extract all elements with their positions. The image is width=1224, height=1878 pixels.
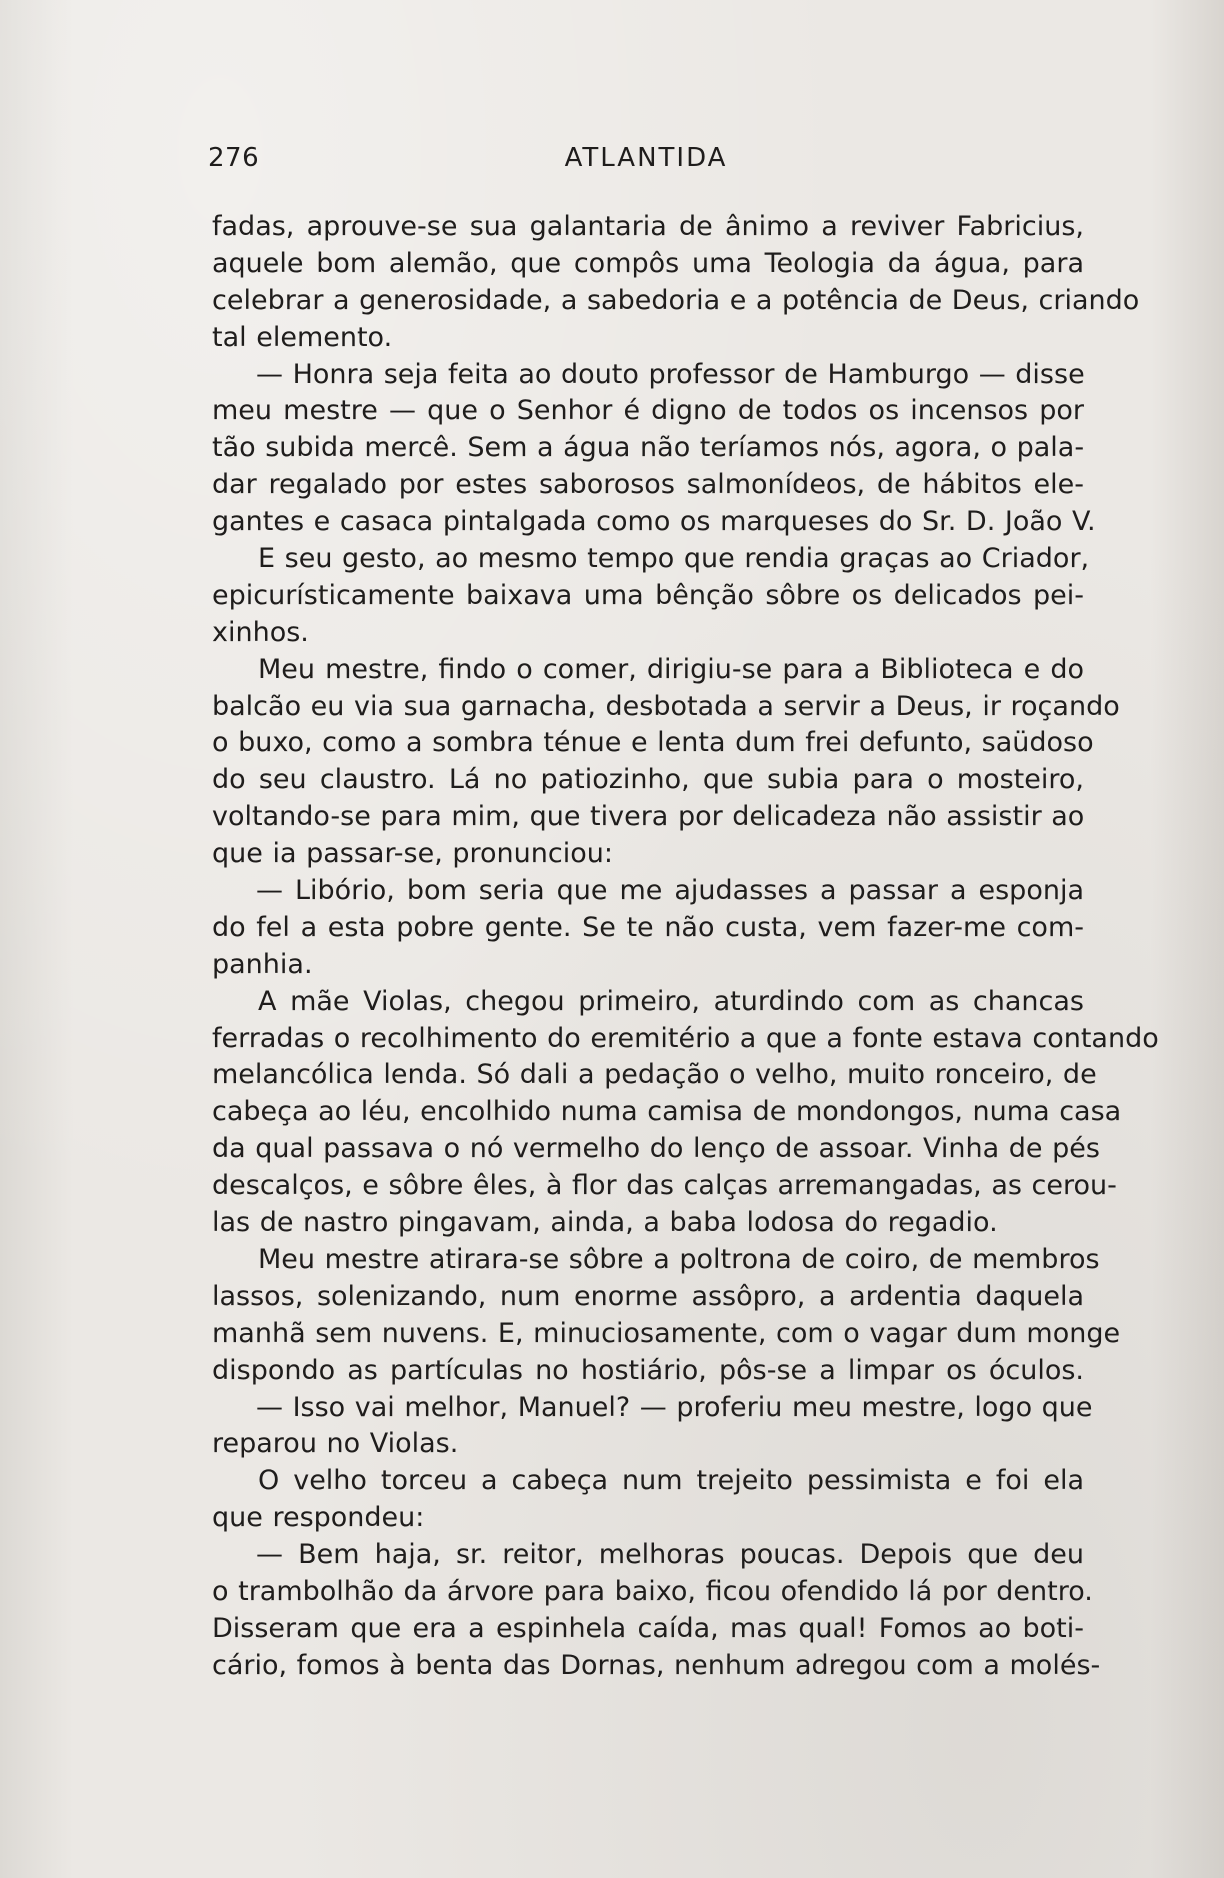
page-number: 276 bbox=[208, 143, 260, 173]
text-line: o buxo, como a sombra ténue e lenta dum frei defunto, saüdoso bbox=[212, 727, 1094, 759]
text-line: gantes e casaca pintalgada como os marqueses do Sr. D. João V. bbox=[212, 506, 1096, 538]
text-line: A mãe Violas, chegou primeiro, aturdindo com as chancas bbox=[258, 985, 1084, 1017]
text-line: — Honra seja feita ao douto professor de Hamburgo — disse bbox=[256, 358, 1085, 390]
text-line: descalços, e sôbre êles, à flor das calças arremangadas, as cerou- bbox=[212, 1170, 1117, 1202]
text-line: balcão eu via sua garnacha, desbotada a servir a Deus, ir roçando bbox=[212, 690, 1120, 722]
text-line: — Isso vai melhor, Manuel? — proferiu meu mestre, logo que bbox=[256, 1391, 1093, 1423]
text-line: manhã sem nuvens. E, minuciosamente, com o vagar dum monge bbox=[212, 1317, 1121, 1349]
text-line: O velho torceu a cabeça num trejeito pessimista e foi ela bbox=[258, 1465, 1084, 1497]
text-line: fadas, aprouve-se sua galantaria de ânimo a reviver Fabricius, bbox=[212, 211, 1084, 242]
text-line: cário, fomos à benta das Dornas, nenhum adregou com a molés- bbox=[212, 1649, 1101, 1681]
text-line: que ia passar-se, pronunciou: bbox=[212, 838, 613, 870]
text-line: ferradas o recolhimento do eremitério a que a fonte estava contando bbox=[212, 1022, 1159, 1054]
text-line: dar regalado por estes saborosos salmonídeos, de hábitos ele- bbox=[212, 469, 1084, 501]
text-line: Meu mestre atirara-se sôbre a poltrona de coiro, de membros bbox=[258, 1243, 1100, 1275]
body-text bbox=[212, 209, 1159, 1685]
text-line: cabeça ao léu, encolhido numa camisa de mondongos, numa casa bbox=[212, 1096, 1122, 1128]
text-line: tão subida mercê. Sem a água não teríamos nós, agora, o pala- bbox=[212, 432, 1085, 464]
text-line: xinhos. bbox=[212, 616, 309, 648]
text-line: melancólica lenda. Só dali a pedação o velho, muito ronceiro, de bbox=[212, 1059, 1097, 1091]
text-line: do fel a esta pobre gente. Se te não custa, vem fazer-me com- bbox=[212, 911, 1084, 943]
text-line: da qual passava o nó vermelho do lenço de assoar. Vinha de pés bbox=[212, 1133, 1100, 1165]
text-line: dispondo as partículas no hostiário, pôs-se a limpar os óculos. bbox=[212, 1354, 1084, 1386]
text-line: epicurísticamente baixava uma bênção sôbre os delicados pei- bbox=[212, 579, 1084, 611]
text-line: — Bem haja, sr. reitor, melhoras poucas. Depois que deu bbox=[256, 1539, 1084, 1571]
text-line: celebrar a generosidade, a sabedoria e a potência de Deus, criando bbox=[212, 284, 1140, 316]
text-line: reparou no Violas. bbox=[212, 1428, 459, 1460]
text-line: aquele bom alemão, que compôs uma Teologia da água, para bbox=[212, 247, 1084, 279]
text-line: tal elemento. bbox=[212, 321, 393, 353]
page-header bbox=[208, 143, 1084, 183]
text-line: panhia. bbox=[212, 948, 313, 980]
text-line: — Libório, bom seria que me ajudasses a passar a esponja bbox=[256, 875, 1084, 907]
text-line: Meu mestre, findo o comer, dirigiu-se para a Biblioteca e do bbox=[258, 653, 1084, 685]
text-line: voltando-se para mim, que tivera por delicadeza não assistir ao bbox=[212, 801, 1085, 833]
text-line: Disseram que era a espinhela caída, mas qual! Fomos ao boti- bbox=[212, 1612, 1084, 1644]
text-line: E seu gesto, ao mesmo tempo que rendia graças ao Criador, bbox=[258, 543, 1090, 575]
text-line: que respondeu: bbox=[212, 1502, 425, 1534]
text-line: meu mestre — que o Senhor é digno de todos os incensos por bbox=[212, 395, 1084, 427]
text-line: o trambolhão da árvore para baixo, ficou ofendido lá por dentro. bbox=[212, 1575, 1093, 1607]
text-line: las de nastro pingavam, ainda, a baba lodosa do regadio. bbox=[212, 1207, 998, 1239]
running-title: ATLANTIDA bbox=[564, 143, 728, 173]
text-line: do seu claustro. Lá no patiozinho, que subia para o mosteiro, bbox=[212, 764, 1084, 796]
text-line: lassos, solenizando, num enorme assôpro, a ardentia daquela bbox=[212, 1280, 1084, 1312]
